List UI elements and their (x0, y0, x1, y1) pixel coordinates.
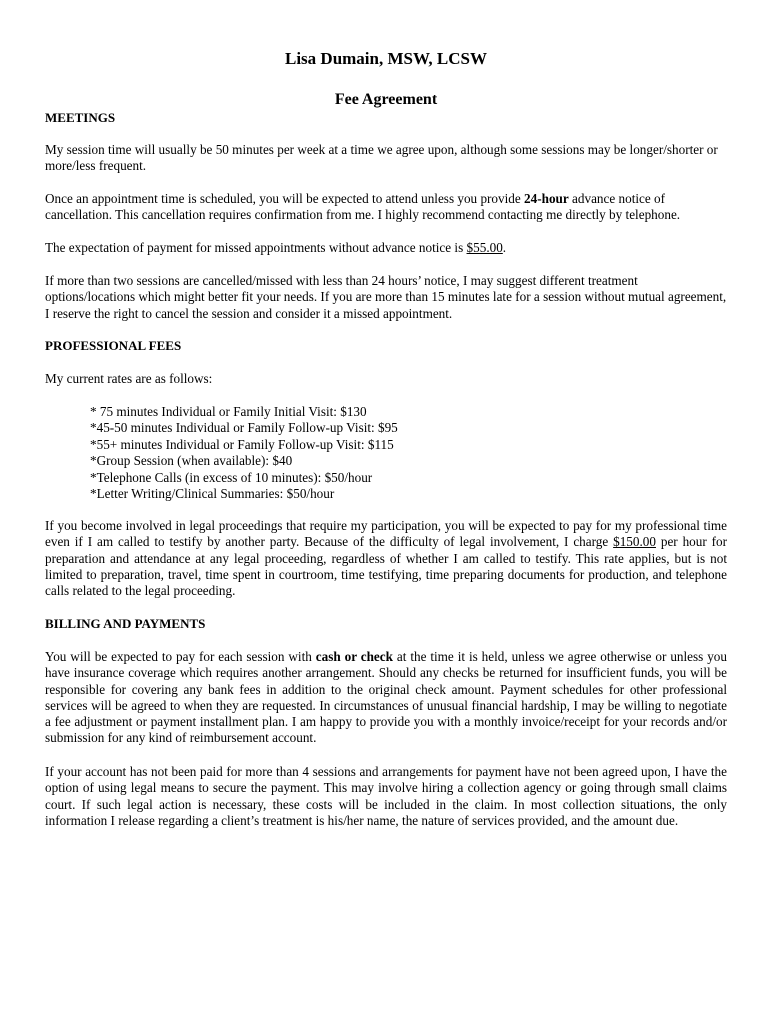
rate-item: *Letter Writing/Clinical Summaries: $50/hour (90, 485, 335, 501)
missed-fee-text-start: The expectation of payment for missed appointments without advance notice is (45, 240, 467, 255)
rate-item: * 75 minutes Individual or Family Initial Visit: $130 (90, 404, 367, 419)
missed-fee-amount: $55.00 (466, 240, 503, 255)
billing-heading: BILLING AND PAYMENTS (45, 616, 206, 631)
author-name: Lisa Dumain, MSW, LCSW (284, 49, 487, 68)
legal-hourly-rate: $150.00 (613, 534, 656, 550)
rate-item: *45-50 minutes Individual or Family Follow-up Visit: $95 (90, 420, 398, 436)
rates-list (90, 404, 690, 502)
appointment-text-start: Once an appointment time is scheduled, you will be expected to attend unless you provide (45, 191, 525, 206)
billing-paragraph-collections: If your account has not been paid for more than 4 sessions and arrangements for payment have not been agreed upon, I have the option of using legal means to secure the payment. This may involve hiring a collection agency or going through small claims court. If such legal action is necessary, these costs will be included in the claim. In most collection situations, the only information I release regarding a client’s treatment is his/her name, the nature of services provided, and the amount due. (45, 764, 727, 828)
missed-fee-text-end: . (502, 240, 507, 255)
fees-intro: My current rates are as follows: (45, 371, 213, 386)
meetings-paragraph-session-time: My session time will usually be 50 minutes per week at a time we agree upon, although some sessions may be longer/shorter or more/less frequent. (45, 142, 718, 174)
fees-paragraph-legal (45, 518, 727, 599)
rate-item: *Group Session (when available): $40 (90, 453, 293, 469)
notice-period-bold: 24-hour (524, 191, 569, 206)
meetings-heading: MEETINGS (45, 110, 116, 125)
appointment-text-end: advance notice of cancellation. This cancellation requires confirmation from me. I highly recommend contacting me directly by telephone. (45, 191, 681, 223)
meetings-paragraph-cancellations: If more than two sessions are cancelled/missed with less than 24 hours’ notice, I may suggest different treatment options/locations which might better fit your needs. If you are more than 15 minutes late for a session without mutual agreement, I reserve the right to cancel the session and consider it a missed appointment. (45, 273, 727, 321)
payment-text-end: at the time it is held, unless we agree otherwise or unless you have insurance coverage which requires another arrangement. Should any checks be returned for insufficient funds, you will be responsible for covering any bank fees in addition to the original check amount. Payment schedules for other professional services will be agreed to when they are requested. In circumstances of unusual financial hardship, I may be willing to negotiate a fee adjustment or payment installment plan. I am happy to provide you with a monthly invoice/receipt for your records and/or submission for any kind of reimbursement account. (45, 649, 727, 746)
payment-method-bold: cash or check (315, 649, 393, 664)
legal-text-end: per hour for preparation and attendance at any legal proceeding, regardless of whether I am called to testify. This rate applies, but is not limited to preparation, travel, time spent in courtroom, time testifying, time preparing documents for production, and telephone calls related to the legal proceeding. (45, 534, 727, 599)
meetings-paragraph-missed-fee (45, 240, 727, 256)
fees-heading: PROFESSIONAL FEES (45, 338, 182, 353)
meetings-paragraph-appointment (45, 191, 727, 224)
billing-paragraph-payment (45, 649, 727, 747)
rate-item: *55+ minutes Individual or Family Follow-up Visit: $115 (90, 436, 394, 452)
rate-item: *Telephone Calls (in excess of 10 minutes): $50/hour (90, 469, 373, 485)
legal-text-start: If you become involved in legal proceedings that require my participation, you will be expected to pay for my professional time even if I am called to testify by another party. Because of the difficulty of legal involvement, I charge (45, 518, 727, 550)
payment-text-start: You will be expected to pay for each session with (45, 649, 316, 664)
document-title: Fee Agreement (334, 91, 438, 108)
